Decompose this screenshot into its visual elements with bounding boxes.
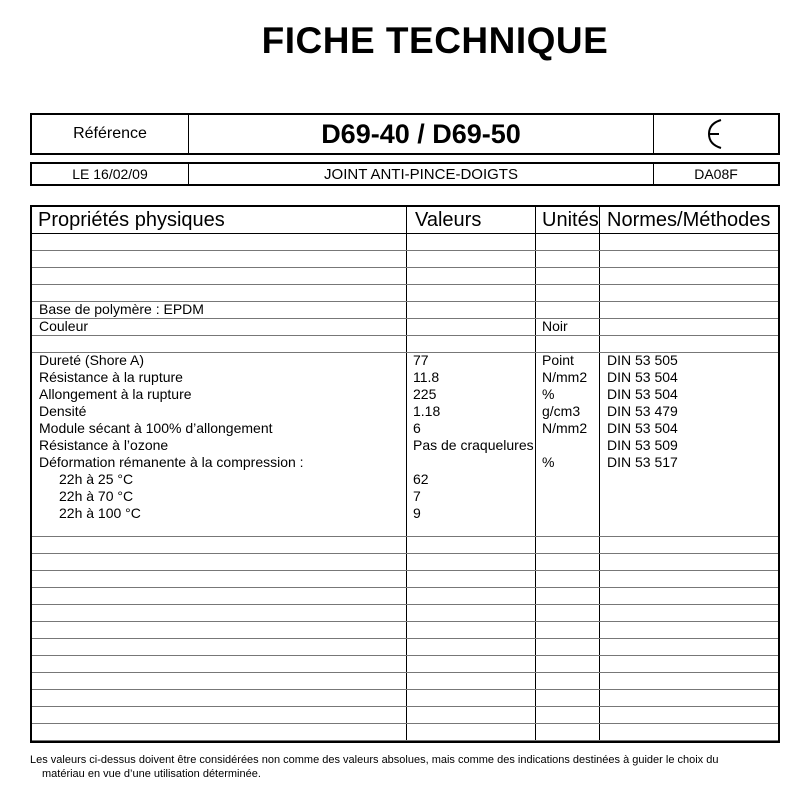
reference-box: [30, 113, 780, 155]
row-rule: [32, 536, 778, 537]
row-value: 9: [413, 505, 421, 521]
row-property: Dureté (Shore A): [39, 352, 145, 368]
header-value: Valeurs: [415, 209, 482, 231]
row-rule: [32, 284, 778, 285]
row-property: Module sécant à 100% d’allongement: [39, 420, 273, 436]
row-rule: [32, 318, 778, 319]
seal-profile-icon: [654, 115, 778, 153]
row-unit: %: [542, 386, 555, 402]
row-property: 22h à 70 °C: [59, 488, 134, 504]
row-value: 7: [413, 488, 421, 504]
row-rule: [32, 706, 778, 707]
row-rule: [32, 672, 778, 673]
row-unit: g/cm3: [542, 403, 581, 419]
product-name: JOINT ANTI-PINCE-DOIGTS: [189, 164, 654, 184]
row-norm: DIN 53 504: [607, 420, 678, 436]
row-rule: [32, 740, 778, 741]
row-property: 22h à 100 °C: [59, 505, 141, 521]
row-rule: [32, 587, 778, 588]
column-divider: [535, 207, 536, 741]
row-rule: [32, 638, 778, 639]
table-header: [32, 207, 778, 234]
row-property: Allongement à la rupture: [39, 386, 192, 402]
row-property: Déformation rémanente à la compression :: [39, 454, 304, 470]
product-code: DA08F: [694, 166, 738, 182]
page-title: FICHE TECHNIQUE: [261, 20, 609, 61]
disclaimer: [30, 753, 780, 781]
row-property: Résistance à la rupture: [39, 369, 183, 385]
row-value: 6: [413, 420, 421, 436]
disclaimer-line: matériau en vue d’une utilisation déterminée.: [42, 768, 261, 780]
row-value: 62: [413, 471, 429, 487]
row-rule: [32, 570, 778, 571]
row-value: Pas de craquelures: [413, 437, 534, 453]
date-field: LE 16/02/09: [32, 164, 189, 184]
header-unit: Unités: [542, 209, 599, 231]
row-norm: DIN 53 504: [607, 369, 678, 385]
row-value: 225: [413, 386, 437, 402]
header-norm: Normes/Méthodes: [607, 209, 771, 231]
column-divider: [406, 207, 407, 741]
properties-table: [30, 205, 780, 743]
row-rule: [32, 553, 778, 554]
row-property: 22h à 25 °C: [59, 471, 134, 487]
row-property: Densité: [39, 403, 87, 419]
reference-value: D69-40 / D69-50: [189, 115, 654, 153]
row-unit: Point: [542, 352, 574, 368]
row-rule: [32, 689, 778, 690]
row-unit: N/mm2: [542, 369, 588, 385]
row-norm: DIN 53 505: [607, 352, 678, 368]
reference-label: Référence: [32, 115, 189, 153]
info-box: [30, 162, 780, 186]
row-property: Résistance à l’ozone: [39, 437, 169, 453]
row-value: 77: [413, 352, 429, 368]
row-property: Couleur: [39, 318, 89, 334]
row-value: 1.18: [413, 403, 441, 419]
disclaimer-line: Les valeurs ci-dessus doivent être considérées non comme des valeurs absolues, mais comme des indications destinées à guider le choix du: [30, 754, 719, 766]
row-norm: DIN 53 517: [607, 454, 678, 470]
row-rule: [32, 604, 778, 605]
row-rule: [32, 655, 778, 656]
row-unit: %: [542, 454, 555, 470]
row-norm: DIN 53 479: [607, 403, 678, 419]
header-property: Propriétés physiques: [38, 209, 225, 231]
row-rule: [32, 723, 778, 724]
row-unit: N/mm2: [542, 420, 588, 436]
row-property: Base de polymère : EPDM: [39, 301, 204, 317]
row-norm: DIN 53 504: [607, 386, 678, 402]
row-value: 11.8: [413, 369, 440, 385]
row-rule: [32, 621, 778, 622]
row-rule: [32, 335, 778, 336]
row-rule: [32, 267, 778, 268]
column-divider: [599, 207, 600, 741]
row-unit: Noir: [542, 318, 568, 334]
row-norm: DIN 53 509: [607, 437, 678, 453]
row-rule: [32, 250, 778, 251]
